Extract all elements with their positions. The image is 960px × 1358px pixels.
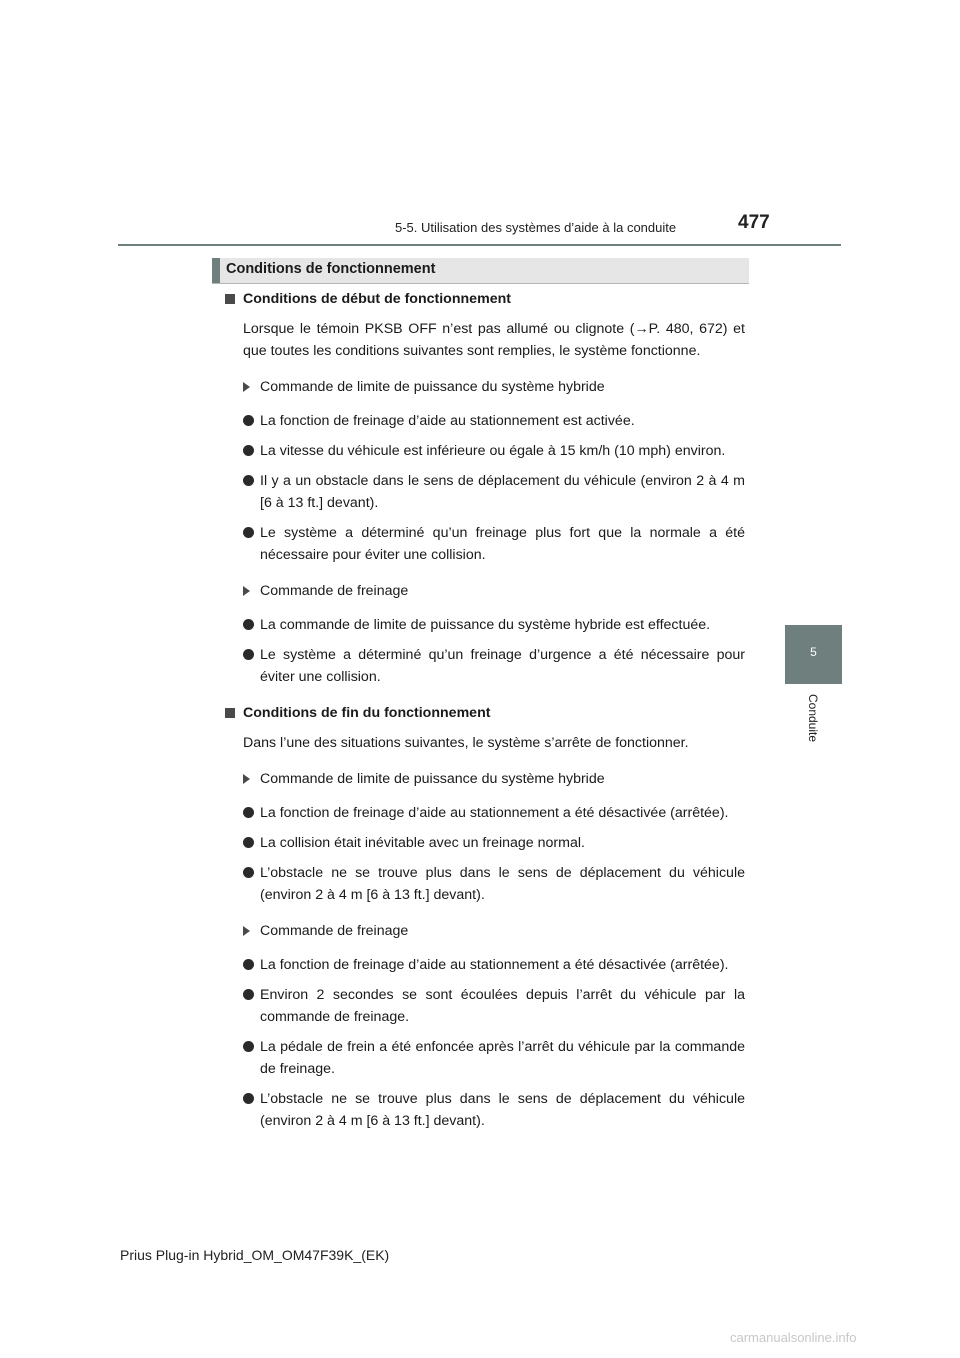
header-section-title: 5-5. Utilisation des systèmes d’aide à la conduite [395, 220, 677, 235]
watermark-link[interactable]: carmanualsonline.info [730, 1330, 857, 1345]
chapter-tab-number: 5 [810, 645, 817, 659]
list-item: La commande de limite de puissance du système hybride est effectuée. [243, 614, 745, 636]
triangle-bullet-icon [243, 774, 250, 784]
document-footer: Prius Plug-in Hybrid_OM_OM47F39K_(EK) [120, 1247, 390, 1263]
circle-bullet-icon [243, 837, 254, 848]
chapter-tab-label: Conduite [806, 693, 820, 743]
circle-bullet-icon [243, 807, 254, 818]
list-item: Environ 2 secondes se sont écoulées depuis l’arrêt du véhicule par la commande de freinage. [243, 984, 745, 1028]
start-intro-paragraph: Lorsque le témoin PKSB OFF n’est pas allumé ou clignote (→P. 480, 672) et que toutes les conditions suivantes sont remplies, le système fonctionne. [243, 321, 745, 359]
list-item: La collision était inévitable avec un freinage normal. [243, 832, 745, 854]
end-group2-title: Commande de freinage [243, 920, 745, 942]
list-item: Le système a déterminé qu’un freinage d’urgence a été nécessaire pour éviter une collision. [243, 644, 745, 688]
circle-bullet-icon [243, 649, 254, 660]
square-bullet-icon [225, 294, 235, 304]
square-bullet-icon [225, 708, 235, 718]
list-item: L’obstacle ne se trouve plus dans le sens de déplacement du véhicule (environ 2 à 4 m [6 à 13 ft.] devant). [243, 1088, 745, 1132]
page-number: 477 [738, 212, 770, 233]
list-item: Il y a un obstacle dans le sens de déplacement du véhicule (environ 2 à 4 m [6 à 13 ft.] devant). [243, 470, 745, 514]
triangle-bullet-icon [243, 382, 250, 392]
subheading-start [225, 288, 745, 310]
subheading-end-text: Conditions de fin du fonctionnement [243, 705, 491, 721]
list-item: L’obstacle ne se trouve plus dans le sens de déplacement du véhicule (environ 2 à 4 m [6 à 13 ft.] devant). [243, 862, 745, 906]
circle-bullet-icon [243, 1041, 254, 1052]
circle-bullet-icon [243, 445, 254, 456]
subheading-end [225, 702, 745, 724]
list-item: La pédale de frein a été enfoncée après l’arrêt du véhicule par la commande de freinage. [243, 1036, 745, 1080]
list-item: La fonction de freinage d’aide au stationnement est activée. [243, 410, 745, 432]
circle-bullet-icon [243, 475, 254, 486]
header-divider [118, 244, 841, 246]
start-group2-title: Commande de freinage [243, 580, 745, 602]
list-item: La vitesse du véhicule est inférieure ou égale à 15 km/h (10 mph) environ. [243, 440, 745, 462]
end-group1-title: Commande de limite de puissance du système hybride [243, 768, 745, 790]
subheading-start-text: Conditions de début de fonctionnement [243, 291, 511, 307]
circle-bullet-icon [243, 527, 254, 538]
end-intro-paragraph: Dans l’une des situations suivantes, le système s’arrête de fonctionner. [243, 735, 689, 751]
circle-bullet-icon [243, 1093, 254, 1104]
circle-bullet-icon [243, 619, 254, 630]
list-item: Le système a déterminé qu’un freinage plus fort que la normale a été nécessaire pour éviter une collision. [243, 522, 745, 566]
circle-bullet-icon [243, 989, 254, 1000]
circle-bullet-icon [243, 867, 254, 878]
section-title-accent-bar [212, 258, 220, 283]
start-group1-title: Commande de limite de puissance du système hybride [243, 376, 745, 398]
section-title: Conditions de fonctionnement [226, 261, 436, 277]
section-title-box [212, 258, 749, 284]
circle-bullet-icon [243, 415, 254, 426]
main-content [225, 288, 745, 1140]
triangle-bullet-icon [243, 926, 250, 936]
triangle-bullet-icon [243, 586, 250, 596]
list-item: La fonction de freinage d’aide au stationnement a été désactivée (arrêtée). [243, 802, 745, 824]
circle-bullet-icon [243, 959, 254, 970]
list-item: La fonction de freinage d’aide au stationnement a été désactivée (arrêtée). [243, 954, 745, 976]
